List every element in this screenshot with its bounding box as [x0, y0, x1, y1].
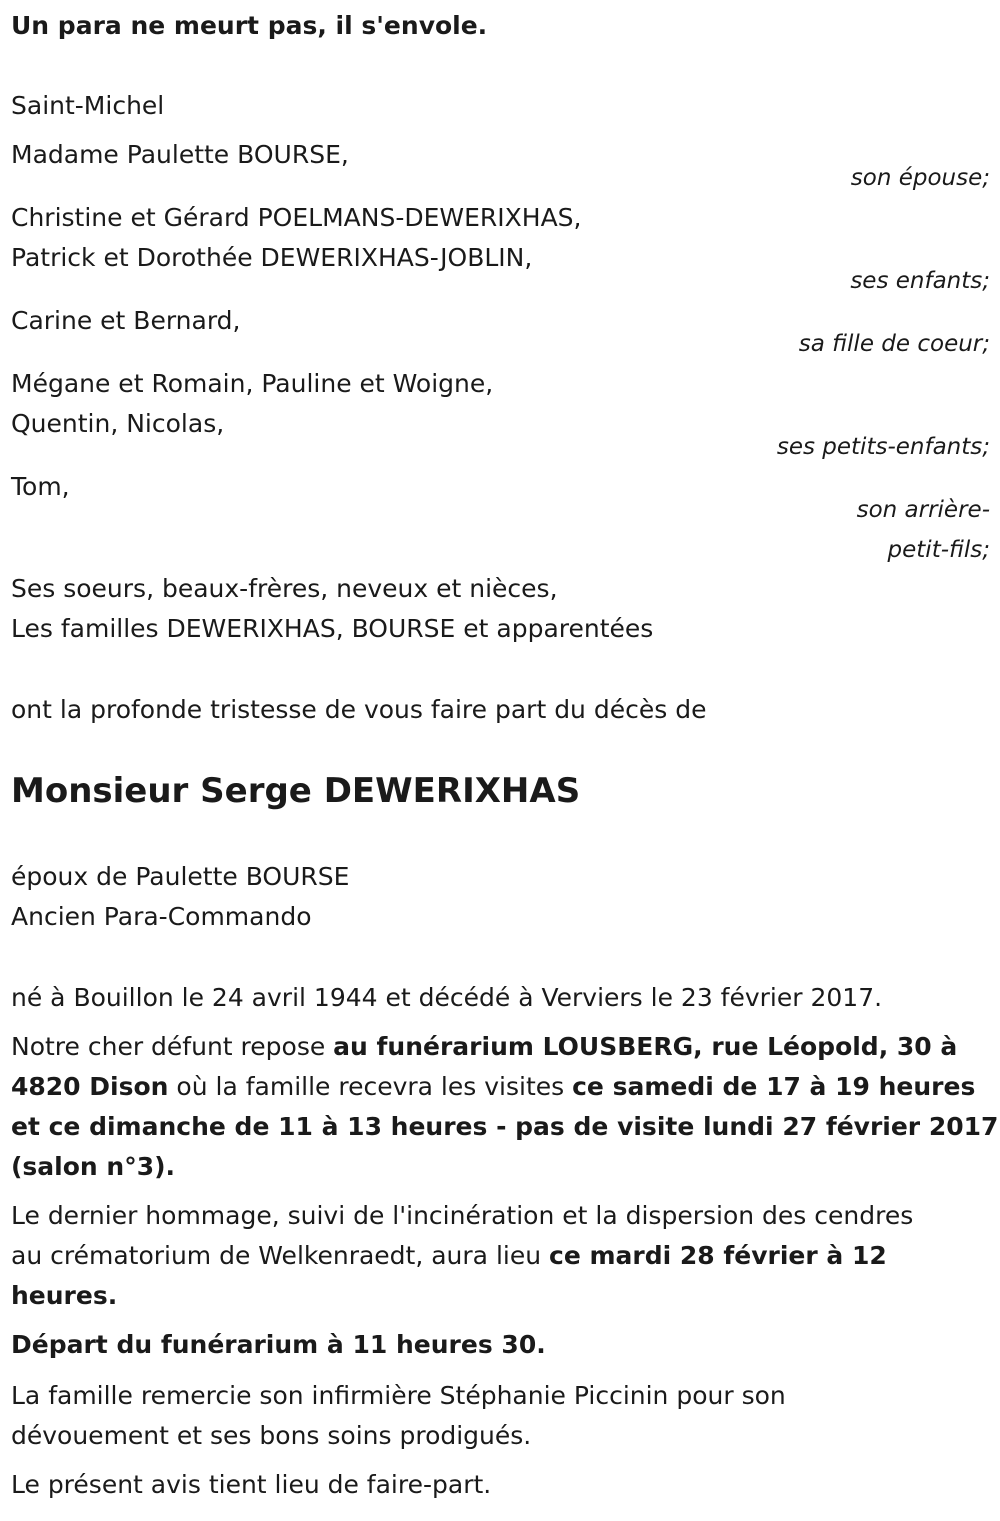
other-relatives: Ses soeurs, beaux-frères, neveux et nièces,	[11, 574, 558, 603]
other-relatives: Les familles DEWERIXHAS, BOURSE et apparentées	[11, 614, 654, 643]
deceased-name: Monsieur Serge DEWERIXHAS	[11, 771, 581, 811]
location: Saint-Michel	[11, 91, 165, 120]
deceased-spouse: époux de Paulette BOURSE	[11, 862, 350, 891]
closing-note: Le présent avis tient lieu de faire-part.	[11, 1470, 492, 1499]
family-spouse-name: Madame Paulette BOURSE,	[11, 140, 349, 169]
family-grandchildren-name: Quentin, Nicolas,	[11, 409, 225, 438]
family-children-name: Christine et Gérard POELMANS-DEWERIXHAS,	[11, 203, 582, 232]
family-great-grandchild-relation: son arrière-	[856, 497, 990, 523]
visits-saturday: ce samedi de 17 à 19 heures	[572, 1072, 976, 1101]
funeral-home-address: au funérarium LOUSBERG, rue Léopold, 30 à	[333, 1032, 958, 1061]
ceremony-date: ce mardi 28 février à 12	[549, 1241, 887, 1270]
visits-text: où la famille recevra les visites	[168, 1072, 573, 1101]
visits-salon: (salon n°3).	[11, 1152, 176, 1181]
family-great-grandchild-relation: petit-fils;	[887, 537, 990, 563]
rest-line-2	[11, 1067, 975, 1107]
rest-intro: Notre cher défunt repose	[11, 1032, 334, 1061]
ceremony-line-2	[11, 1236, 887, 1276]
family-spouse-relation: son épouse;	[850, 165, 990, 191]
birth-death-info: né à Bouillon le 24 avril 1944 et décédé à Verviers le 23 février 2017.	[11, 983, 883, 1012]
deceased-role: Ancien Para-Commando	[11, 902, 312, 931]
thanks-line-1: La famille remercie son infirmière Stéphanie Piccinin pour son	[11, 1381, 786, 1410]
family-heart-daughter-name: Carine et Bernard,	[11, 306, 241, 335]
family-children-relation: ses enfants;	[850, 268, 990, 294]
funeral-home-city: 4820 Dison	[11, 1072, 169, 1101]
family-great-grandchild-name: Tom,	[11, 472, 70, 501]
family-heart-daughter-relation: sa fille de coeur;	[798, 331, 990, 357]
departure-info: Départ du funérarium à 11 heures 30.	[11, 1330, 546, 1359]
ceremony-place: au crématorium de Welkenraedt, aura lieu	[11, 1241, 550, 1270]
family-grandchildren-relation: ses petits-enfants;	[776, 434, 990, 460]
rest-line-1	[11, 1027, 957, 1067]
family-children-name: Patrick et Dorothée DEWERIXHAS-JOBLIN,	[11, 243, 533, 272]
announcement-text: ont la profonde tristesse de vous faire part du décès de	[11, 695, 707, 724]
thanks-line-2: dévouement et ses bons soins prodigués.	[11, 1421, 532, 1450]
family-grandchildren-name: Mégane et Romain, Pauline et Woigne,	[11, 369, 494, 398]
visits-sunday: et ce dimanche de 11 à 13 heures - pas de visite lundi 27 février 2017	[11, 1112, 999, 1141]
header-quote: Un para ne meurt pas, il s'envole.	[11, 11, 488, 40]
ceremony-time: heures.	[11, 1281, 118, 1310]
ceremony-line-1: Le dernier hommage, suivi de l'incinération et la dispersion des cendres	[11, 1201, 914, 1230]
